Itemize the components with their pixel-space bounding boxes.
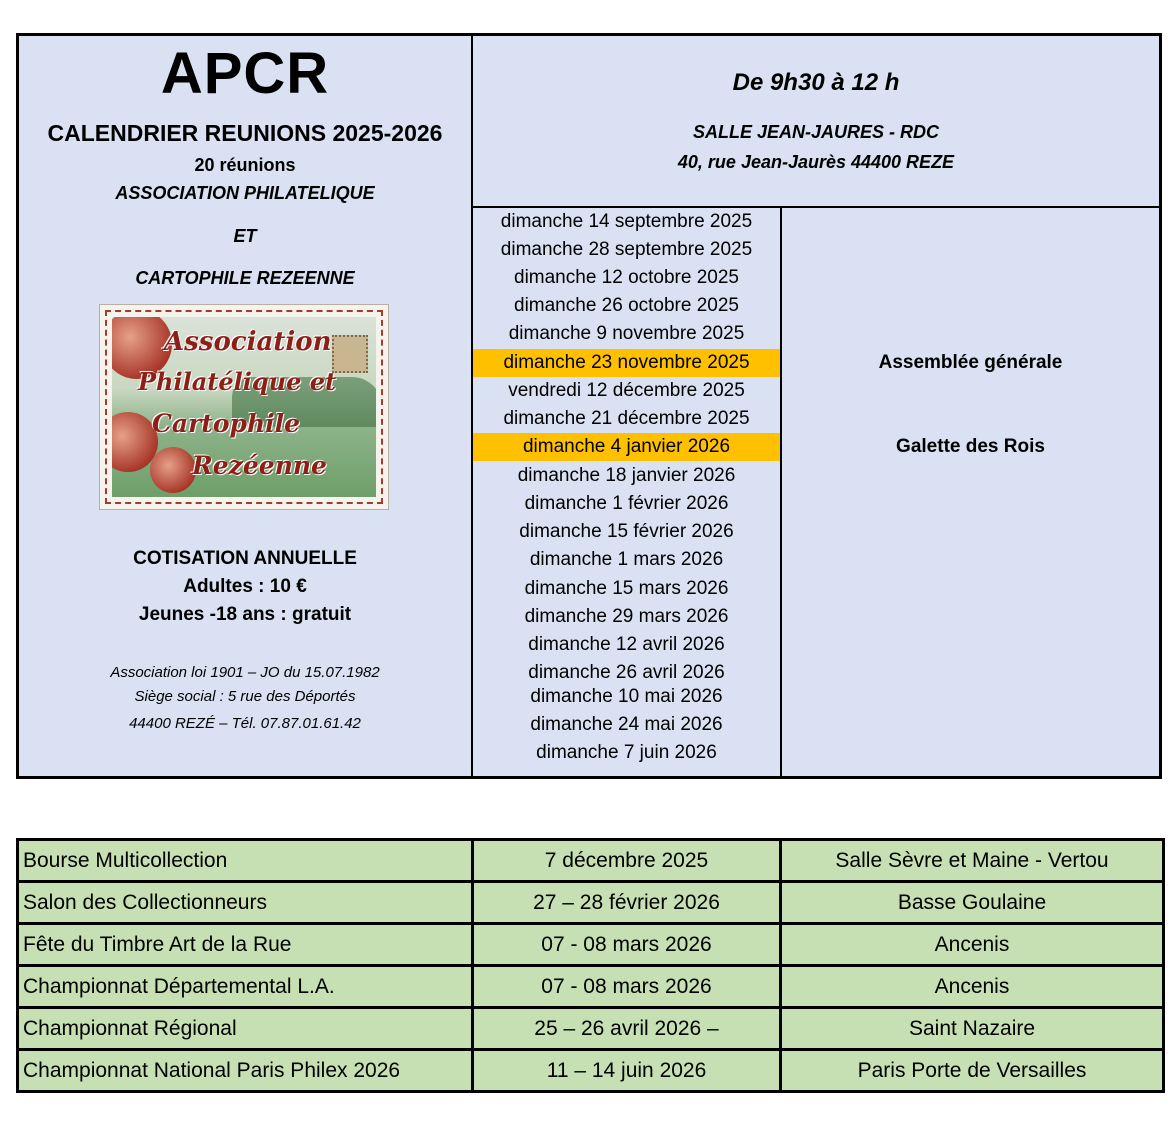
meeting-info-header <box>473 36 1159 208</box>
meeting-date: dimanche 1 février 2026 <box>524 493 729 514</box>
meeting-date: dimanche 24 mai 2026 <box>530 714 723 735</box>
association-info-panel <box>19 36 473 776</box>
meetings-count: 20 réunions <box>194 155 296 175</box>
event-date: 7 décembre 2025 <box>473 840 781 882</box>
event-galette-des-rois: Galette des Rois <box>896 436 1045 457</box>
table-row <box>18 966 1164 1008</box>
meeting-address: 40, rue Jean-Jaurès 44400 REZE <box>677 152 955 172</box>
logo-scene <box>112 317 376 497</box>
meeting-date: dimanche 1 mars 2026 <box>529 549 724 570</box>
calendar-block <box>16 33 1162 779</box>
logo-text-line4: Rezéenne <box>192 451 327 480</box>
table-row <box>18 924 1164 966</box>
meeting-date: dimanche 28 septembre 2025 <box>500 239 753 260</box>
event-name: Bourse Multicollection <box>18 840 473 882</box>
meeting-events-column <box>782 208 1159 776</box>
event-place: Saint Nazaire <box>781 1008 1164 1050</box>
page-title: APCR <box>160 41 330 106</box>
table-row <box>18 1050 1164 1092</box>
cotisation-adults: Adultes : 10 € <box>183 576 307 597</box>
event-place: Basse Goulaine <box>781 882 1164 924</box>
event-name: Salon des Collectionneurs <box>18 882 473 924</box>
meeting-date: dimanche 14 septembre 2025 <box>500 211 753 232</box>
meeting-date: dimanche 10 mai 2026 <box>530 686 723 707</box>
meeting-date: dimanche 7 juin 2026 <box>536 742 717 763</box>
meeting-date: dimanche 26 avril 2026 <box>528 662 725 683</box>
event-name: Fête du Timbre Art de la Rue <box>18 924 473 966</box>
calendar-title: CALENDRIER REUNIONS 2025-2026 <box>47 120 443 146</box>
meeting-date: dimanche 12 octobre 2025 <box>514 267 739 288</box>
event-name: Championnat Départemental L.A. <box>18 966 473 1008</box>
meeting-dates-list <box>473 208 782 776</box>
association-logo <box>99 304 389 510</box>
exhibitions-table <box>16 838 1165 1093</box>
legal-info-line1: Association loi 1901 – JO du 15.07.1982 <box>110 664 380 681</box>
logo-text-line3: Cartophile <box>152 409 301 438</box>
association-name-et: ET <box>233 226 257 246</box>
event-name: Championnat National Paris Philex 2026 <box>18 1050 473 1092</box>
association-name-line1: ASSOCIATION PHILATELIQUE <box>115 183 375 203</box>
postage-stamp-icon <box>332 335 368 373</box>
table-row <box>18 840 1164 882</box>
event-date: 07 - 08 mars 2026 <box>473 966 781 1008</box>
event-assemblee-generale: Assemblée générale <box>878 352 1063 373</box>
meeting-date: dimanche 15 février 2026 <box>519 521 734 542</box>
table-row <box>18 1008 1164 1050</box>
meeting-hours: De 9h30 à 12 h <box>732 69 900 96</box>
cotisation-title: COTISATION ANNUELLE <box>133 548 357 569</box>
cotisation-youth: Jeunes -18 ans : gratuit <box>138 604 352 625</box>
event-name: Championnat Régional <box>18 1008 473 1050</box>
event-place: Salle Sèvre et Maine - Vertou <box>781 840 1164 882</box>
logo-text-line2: Philatélique et <box>138 367 337 396</box>
legal-info-line2: Siège social : 5 rue des Déportés <box>134 688 356 705</box>
meeting-date: dimanche 29 mars 2026 <box>524 606 729 627</box>
association-name-line2: CARTOPHILE REZEENNE <box>135 268 355 288</box>
meeting-date: dimanche 18 janvier 2026 <box>517 465 736 486</box>
event-date: 27 – 28 février 2026 <box>473 882 781 924</box>
meeting-date: vendredi 12 décembre 2025 <box>508 380 745 401</box>
legal-info-line3: 44400 REZÉ – Tél. 07.87.01.61.42 <box>129 715 361 732</box>
meeting-date-highlighted: dimanche 23 novembre 2025 <box>473 349 780 377</box>
meeting-date: dimanche 15 mars 2026 <box>524 578 729 599</box>
meeting-date-highlighted: dimanche 4 janvier 2026 <box>473 433 780 461</box>
coin-icon <box>150 447 196 493</box>
event-date: 25 – 26 avril 2026 – <box>473 1008 781 1050</box>
event-date: 11 – 14 juin 2026 <box>473 1050 781 1092</box>
meeting-date: dimanche 21 décembre 2025 <box>503 408 750 429</box>
table-row <box>18 882 1164 924</box>
event-place: Ancenis <box>781 924 1164 966</box>
meeting-date: dimanche 12 avril 2026 <box>528 634 725 655</box>
meeting-venue: SALLE JEAN-JAURES - RDC <box>692 122 940 142</box>
logo-text-line1: Association <box>164 327 332 357</box>
meeting-date: dimanche 26 octobre 2025 <box>514 295 739 316</box>
event-place: Paris Porte de Versailles <box>781 1050 1164 1092</box>
meeting-date: dimanche 9 novembre 2025 <box>508 323 745 344</box>
event-date: 07 - 08 mars 2026 <box>473 924 781 966</box>
event-place: Ancenis <box>781 966 1164 1008</box>
